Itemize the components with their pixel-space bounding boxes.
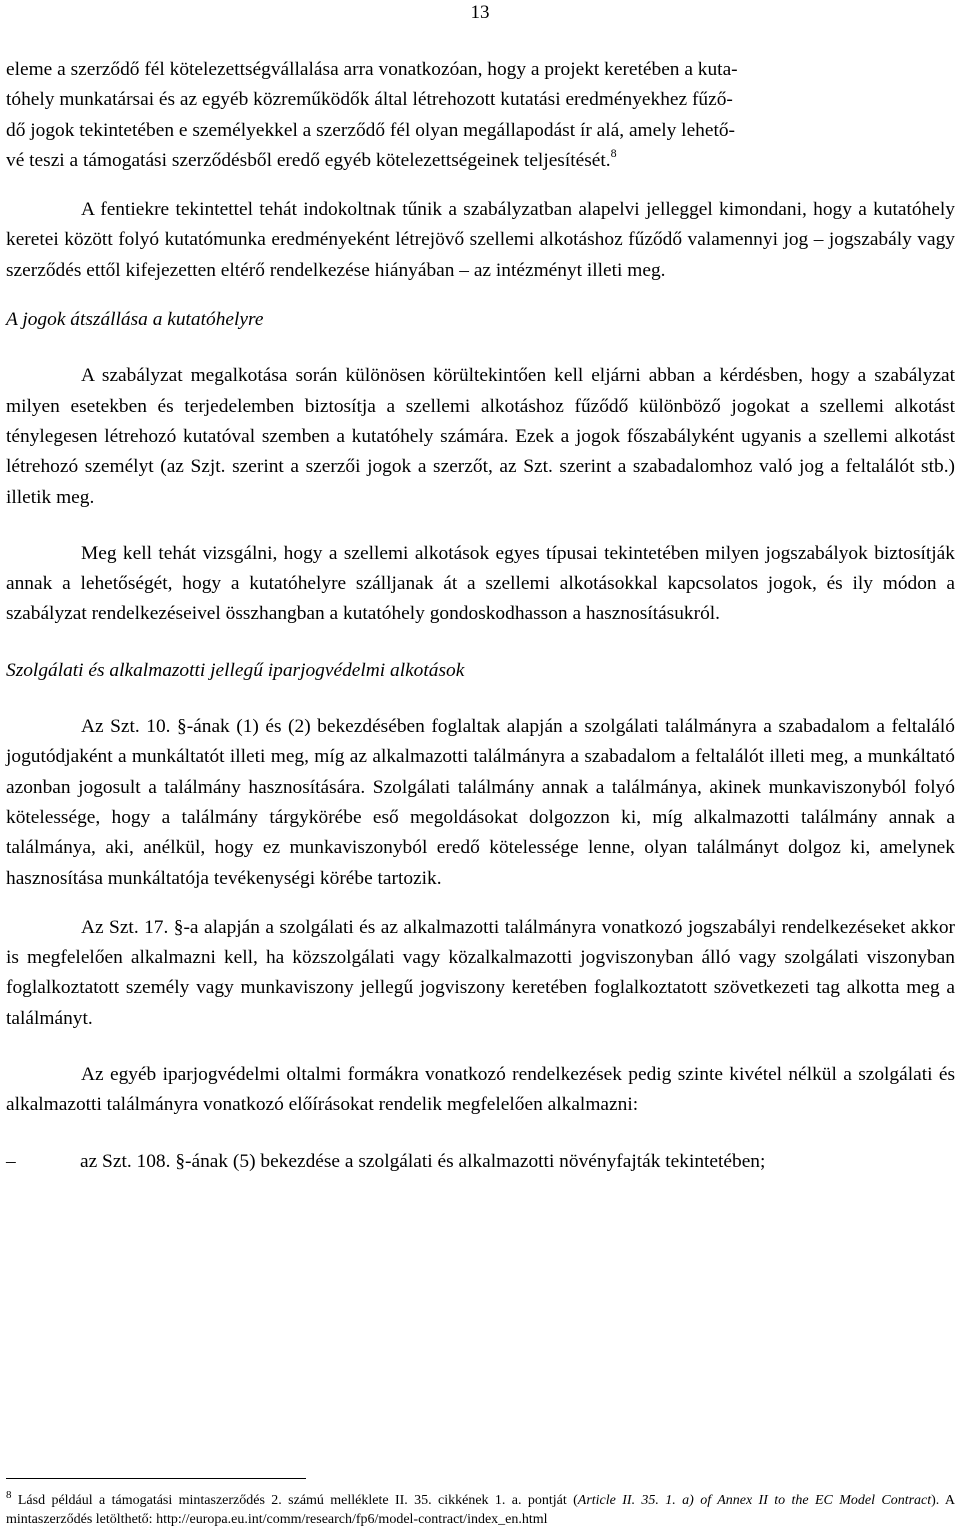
paragraph-5: Az Szt. 10. §-ának (1) és (2) bekezdésében foglaltak alapján a szolgálati találmányra a szabadalom a feltaláló jogutódjaként a munkáltatót illeti meg, míg az alkalmazotti találmányra a szabadalom a feltalálót illeti meg, a munkáltató azonban jogosult a találmány hasznosítására. Szolgálati találmány annak a találmánya, akinek munkaviszonyból folyó kötelessége, hogy a találmány tárgykörébe eső megoldásokat dolgozzon ki, míg alkalmazotti találmány annak a találmánya, aki, anélkül, hogy ez munkaviszonyból eredő kötelessége lenne, olyan találmányt dolgoz ki, amelynek hasznosítása munkáltatója tevékenységi körébe tartozik. bbox=[6, 716, 955, 889]
document-body bbox=[6, 55, 955, 1177]
paragraph-6: Az Szt. 17. §-a alapján a szolgálati és az alkalmazotti találmányra vonatkozó jogszabályi rendelkezéseket akkor is megfelelően alkalmazni kell, ha közszolgálati vagy közalkalmazotti jogviszonyban álló vagy szolgálati viszonyban foglalkoztatott személy vagy munkaviszony jellegű jogviszony keretében foglalkoztatott szövetkezeti tag alkotta meg a találmányt. bbox=[6, 916, 955, 1029]
paragraph-4: Meg kell tehát vizsgálni, hogy a szellemi alkotások egyes típusai tekintetében milyen jogszabályok biztosítják annak a lehetőségét, hogy a kutatóhelyre szálljanak át a szellemi alkotásokkal kapcsolatos jogok, és ily módon a szabályzat rendelkezéseivel összhangban a kutatóhely gondoskodhasson a hasznosításukról. bbox=[6, 542, 955, 625]
paragraph-3: A szabályzat megalkotása során különösen körültekintően kell eljárni abban a kérdésben, hogy a szabályzat milyen esetekben és terjedelemben biztosítja a szellemi alkotáshoz fűződő különböző jogokat a szellemi alkotást ténylegesen létrehozó kutatóval szemben a kutatóhely számára. Ezek a jogok főszabályként ugyanis a szellemi alkotást létrehozó személyt (az Szjt. szerint a szerzői jogok a szerzőt, az Szt. szerint a szabadalomhoz való jog a feltalálót stb.) illetik meg. bbox=[6, 365, 955, 508]
footnote-reference[interactable]: 8 bbox=[610, 145, 617, 160]
section-heading-rights-transfer: A jogok átszállása a kutatóhelyre bbox=[6, 309, 264, 331]
section-heading-service-inventions: Szolgálati és alkalmazotti jellegű iparjogvédelmi alkotások bbox=[6, 659, 465, 681]
list-item bbox=[6, 1147, 955, 1177]
paragraph-1-line-4: vé teszi a támogatási szerződésből eredő egyéb kötelezettségeinek teljesítését. bbox=[6, 149, 611, 171]
paragraph-1-line-1: eleme a szerződő fél kötelezettségvállalása arra vonatkozóan, hogy a projekt keretében a kuta- bbox=[6, 59, 738, 80]
footnote-text-a: Lásd például a támogatási mintaszerződés 2. számú melléklete II. 35. cikkének 1. a. pontját ( bbox=[17, 1493, 578, 1508]
footnote-number: 8 bbox=[6, 1489, 12, 1501]
page-number: 13 bbox=[470, 2, 490, 23]
list-dash: – bbox=[6, 1150, 16, 1172]
paragraph-1-line-2: tóhely munkatársai és az egyéb közreműködők által létrehozott kutatási eredményekhez fűző- bbox=[6, 89, 733, 111]
footnote bbox=[6, 1491, 955, 1529]
footnote-text-italic: Article II. 35. 1. a) of Annex II to the EC Model Contract bbox=[577, 1493, 932, 1508]
footnote-separator bbox=[6, 1478, 306, 1479]
paragraph-1-line-3: dő jogok tekintetében e személyekkel a szerződő fél olyan megállapodást ír alá, amely lehető- bbox=[6, 119, 736, 141]
paragraph-2: A fentiekre tekintettel tehát indokoltnak tűnik a szabályzatban alapelvi jelleggel kimondani, hogy a kutatóhely keretei között folyó kutatómunka eredményeként létrejövő szellemi alkotáshoz fűződő valamennyi jog – jogszabály vagy szerződés ettől kifejezetten eltérő rendelkezése hiányában – az intézményt illeti meg. bbox=[6, 199, 955, 281]
list-item-text: az Szt. 108. §-ának (5) bekezdése a szolgálati és alkalmazotti növényfajták tekintetében; bbox=[80, 1150, 766, 1172]
footnote-text-b: ). A mintaszerződés letölthető: http://europa.eu.int/comm/research/fp6/model-contract/index_en.html bbox=[6, 1493, 956, 1527]
paragraph-7: Az egyéb iparjogvédelmi oltalmi formákra vonatkozó rendelkezések pedig szinte kivétel nélkül a szolgálati és alkalmazotti találmányra vonatkozó előírásokat rendelik megfelelően alkalmazni: bbox=[6, 1064, 955, 1116]
paragraph-1 bbox=[6, 55, 955, 176]
